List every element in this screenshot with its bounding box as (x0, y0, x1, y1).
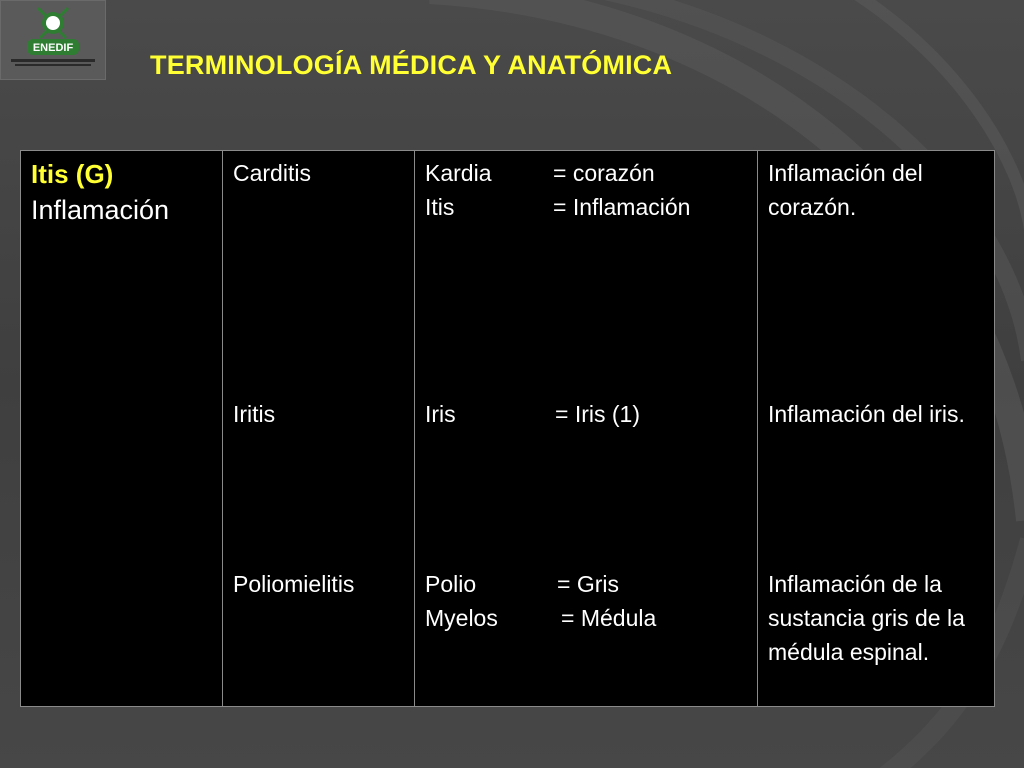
meaning-iris: = Iris (1) (555, 401, 640, 427)
term-carditis: Carditis (233, 160, 311, 186)
term-poliomielitis: Poliomielitis (233, 571, 355, 597)
etymology-carditis (425, 156, 751, 224)
meaning-polio: = Gris (557, 571, 619, 597)
etymology-cell (415, 151, 758, 707)
etymology-iritis (425, 397, 751, 431)
suffix-term: Itis (G) (31, 159, 114, 189)
meaning-myelos: = Médula (561, 605, 657, 631)
root-iris: Iris (425, 401, 456, 427)
definitions-cell (758, 151, 995, 707)
term-iritis: Iritis (233, 401, 276, 427)
root-polio: Polio (425, 571, 477, 597)
root-kardia: Kardia (425, 160, 492, 186)
terms-cell (223, 151, 415, 707)
enedif-logo (0, 0, 106, 80)
etymology-poliomielitis (425, 567, 751, 635)
root-myelos: Myelos (425, 605, 498, 631)
definition-carditis: Inflamación del corazón. (768, 160, 923, 220)
root-itis: Itis (425, 194, 455, 220)
terminology-table (20, 150, 995, 707)
table-row (21, 151, 995, 707)
suffix-meaning: Inflamación (31, 195, 170, 225)
meaning-itis: = Inflamación (553, 194, 691, 220)
meaning-kardia: = corazón (553, 160, 655, 186)
page-title: TERMINOLOGÍA MÉDICA Y ANATÓMICA (150, 50, 673, 80)
definition-iritis: Inflamación del iris. (768, 401, 965, 427)
suffix-cell (21, 151, 223, 707)
definition-poliomielitis: Inflamación de la sustancia gris de la médula espinal. (768, 571, 965, 665)
logo-text: ENEDIF (32, 42, 74, 54)
